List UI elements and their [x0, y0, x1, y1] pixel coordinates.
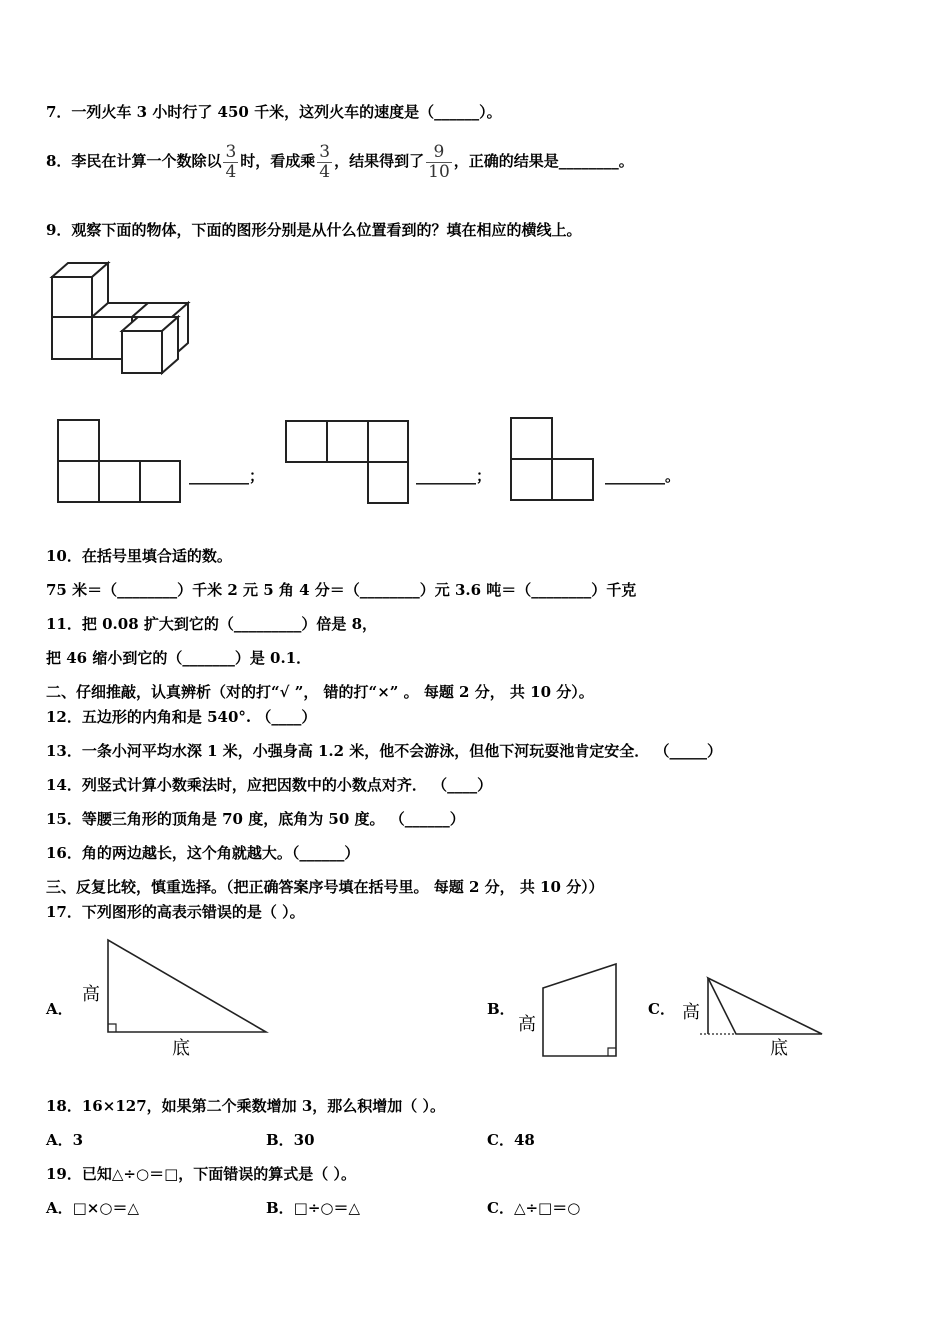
question-11-part-b: 把 46 缩小到它的（_______）是 0.1．: [46, 649, 312, 667]
option-a-label[interactable]: A．: [46, 1000, 73, 1018]
view-shape-1: [56, 418, 182, 504]
trapezoid-figure-b: [514, 960, 624, 1060]
q8-text-4: ，正确的结果是________。: [453, 152, 634, 170]
view-shape-3: [509, 416, 595, 502]
section-2-heading: 二、仔细推敲，认真辨析（对的打“√ ”， 错的打“×” 。 每题 2 分， 共 10 分）。: [46, 683, 594, 701]
question-10-items: 75 米＝（________）千米 2 元 5 角 4 分＝（________）元 3.6 吨＝（________）千克: [46, 581, 637, 599]
base-label-a: 底: [172, 1038, 190, 1059]
question-9: 9．观察下面的物体，下面的图形分别是从什么位置看到的？填在相应的横线上。: [46, 221, 582, 239]
question-14: 14．列竖式计算小数乘法时，应把因数中的小数点对齐． （____）: [46, 776, 493, 794]
question-15: 15．等腰三角形的顶角是 70 度，底角为 50 度。 （______）: [46, 810, 465, 828]
height-label-c: 高: [682, 1002, 700, 1023]
question-18: 18．16×127，如果第二个乘数增加 3，那么积增加（ ）。: [46, 1097, 446, 1115]
question-11-part-a: 11．把 0.08 扩大到它的（_________）倍是 8，: [46, 615, 378, 633]
question-7: 7．一列火车 3 小时行了 450 千米，这列火车的速度是（______）。: [46, 103, 502, 121]
fraction-9-10: [426, 143, 452, 182]
base-label-c: 底: [770, 1038, 788, 1059]
fraction-3-4-a: [223, 143, 238, 182]
fraction-3-4-b: [317, 143, 332, 182]
view-shape-2: [284, 419, 410, 505]
section-3-heading: 三、反复比较，慎重选择。（把正确答案序号填在括号里。 每题 2 分， 共 10 分））: [46, 878, 604, 896]
question-8: [46, 138, 634, 184]
fraction-denominator: 10: [428, 161, 450, 182]
question-17: 17．下列图形的高表示错误的是（ ）。: [46, 903, 305, 921]
q19-option-b[interactable]: B．□÷○＝△: [266, 1199, 361, 1217]
q19-option-c[interactable]: C．△÷□＝○: [487, 1199, 581, 1217]
question-10: 10．在括号里填合适的数。: [46, 547, 232, 565]
question-12: 12．五边形的内角和是 540°. （____）: [46, 708, 317, 726]
q8-text-3: ，结果得到了: [334, 152, 425, 170]
view-blank-2[interactable]: ________；: [416, 467, 492, 485]
q8-text-1: 8．李民在计算一个数除以: [46, 152, 222, 170]
q8-text-2: 时，看成乘: [240, 152, 316, 170]
view-blank-3[interactable]: ________。: [605, 467, 681, 485]
option-b-label[interactable]: B．: [487, 1000, 515, 1018]
question-19: 19．已知△÷○＝□，下面错误的算式是（ ）。: [46, 1165, 356, 1183]
fraction-numerator: 9: [426, 143, 452, 163]
height-label-b: 高: [518, 1014, 536, 1035]
fraction-numerator: 3: [225, 141, 237, 162]
q18-option-c[interactable]: C．48: [487, 1131, 535, 1149]
fraction-numerator: 3: [319, 141, 331, 162]
q18-option-a[interactable]: A．3: [46, 1131, 84, 1149]
question-13: 13．一条小河平均水深 1 米，小强身高 1.2 米，他不会游泳，但他下河玩耍池肯定安全． （_____）: [46, 742, 723, 760]
height-label-a: 高: [82, 984, 100, 1005]
triangle-figure-c: [678, 972, 826, 1062]
question-16: 16．角的两边越长，这个角就越大。（______）: [46, 844, 360, 862]
triangle-figure-a: [76, 936, 276, 1060]
cube-solid-figure: [40, 255, 200, 380]
option-c-label[interactable]: C．: [648, 1000, 675, 1018]
fraction-denominator: 4: [319, 161, 331, 182]
q18-option-b[interactable]: B．30: [266, 1131, 315, 1149]
view-blank-1[interactable]: ________；: [189, 467, 265, 485]
q19-option-a[interactable]: A．□×○＝△: [46, 1199, 140, 1217]
fraction-denominator: 4: [225, 161, 237, 182]
